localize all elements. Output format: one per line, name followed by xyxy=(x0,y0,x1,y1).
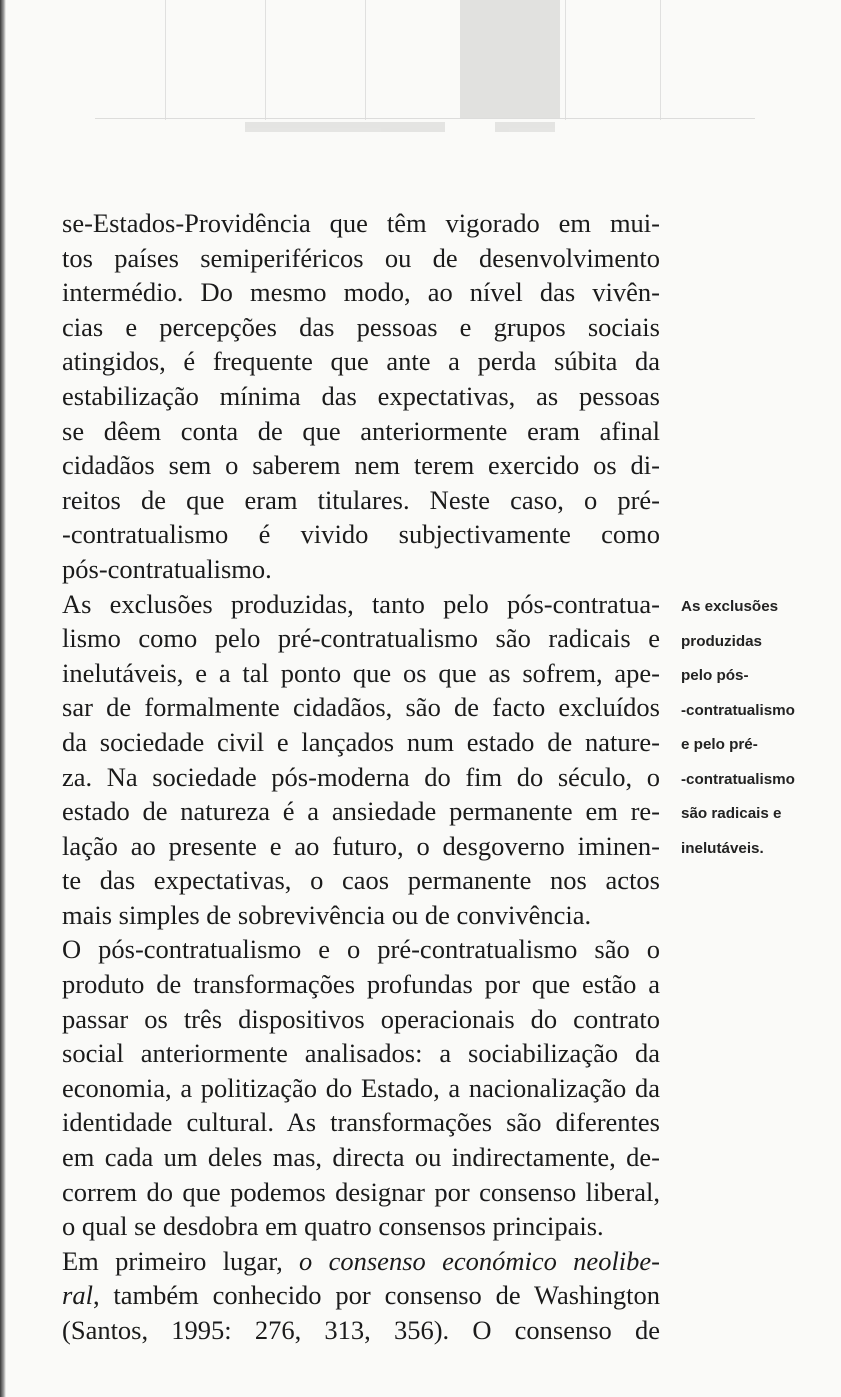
body-line: inelutáveis, e a tal ponto que os que as sofrem, ape- xyxy=(62,657,660,688)
body-line: produto de transformações profundas por que estão a xyxy=(62,969,660,1000)
body-line: (Santos, 1995: 276, 313, 356). O consenso de xyxy=(62,1315,660,1345)
body-line: estabilização mínima das expectativas, as pessoas xyxy=(62,380,660,411)
margin-note-line: são radicais e xyxy=(681,805,782,822)
margin-note-line: -contratualismo xyxy=(681,770,795,788)
body-line: correm do que podemos designar por consenso liberal, xyxy=(62,1176,660,1207)
italic-phrase: o consenso económico neolibe- xyxy=(299,1245,661,1276)
body-line: identidade cultural. As transformações são diferentes xyxy=(62,1107,660,1138)
body-line: O pós-contratualismo e o pré-contratualismo são o xyxy=(62,934,660,965)
margin-note-line: e pelo pré- xyxy=(681,736,758,753)
body-line-mixed xyxy=(62,1278,660,1313)
body-line: social anteriormente analisados: a sociabilização da xyxy=(62,1038,660,1069)
body-line-mixed xyxy=(62,1244,660,1279)
body-line: intermédio. Do mesmo modo, ao nível das vivên- xyxy=(62,277,660,308)
body-line: mais simples de sobrevivência ou de convivência. xyxy=(62,899,592,930)
body-line: estado de natureza é a ansiedade permanente em re- xyxy=(62,796,660,827)
body-line: se dêem conta de que anteriormente eram afinal xyxy=(62,415,660,446)
body-line: cias e percepções das pessoas e grupos sociais xyxy=(62,311,660,342)
margin-note-line: As exclusões xyxy=(681,598,779,615)
body-line: atingidos, é frequente que ante a perda súbita da xyxy=(62,346,660,377)
body-line: se-Estados-Providência que têm vigorado em mui- xyxy=(62,208,660,238)
body-line: -contratualismo é vivido subjectivamente como xyxy=(62,519,660,550)
body-line: lação ao presente e ao futuro, o desgoverno iminen- xyxy=(62,830,660,861)
body-line: economia, a politização do Estado, a nacionalização da xyxy=(62,1072,660,1103)
margin-note-line: pelo pós- xyxy=(681,667,749,684)
body-line: cidadãos sem o saberem nem terem exercido os di- xyxy=(62,450,660,481)
body-line: lismo como pelo pré-contratualismo são radicais e xyxy=(62,623,660,654)
body-line: tos países semiperiféricos ou de desenvolvimento xyxy=(62,242,660,273)
body-line: pós-contratualismo. xyxy=(62,553,272,584)
body-line: em cada um deles mas, directa ou indirectamente, de- xyxy=(62,1142,660,1173)
body-line: As exclusões produzidas, tanto pelo pós-contratua- xyxy=(62,588,660,619)
margin-note-line: produzidas xyxy=(681,632,763,650)
italic-phrase: ral xyxy=(62,1280,93,1311)
body-line: o qual se desdobra em quatro consensos principais. xyxy=(62,1211,604,1242)
body-text xyxy=(62,206,660,1348)
margin-note-line: -contratualismo xyxy=(681,701,795,719)
body-line: da sociedade civil e lançados num estado de nature- xyxy=(62,726,660,757)
margin-pull-quote xyxy=(681,590,841,866)
body-line: za. Na sociedade pós-moderna do fim do século, o xyxy=(62,761,660,792)
body-line: passar os três dispositivos operacionais do contrato xyxy=(62,1003,660,1034)
show-through-table xyxy=(95,0,755,140)
page-binding-edge xyxy=(0,0,6,1397)
body-line: te das expectativas, o caos permanente nos actos xyxy=(62,865,660,896)
body-line-part: Em primeiro lugar, xyxy=(62,1245,300,1276)
body-line: sar de formalmente cidadãos, são de facto excluídos xyxy=(62,692,660,723)
margin-note-line: inelutáveis. xyxy=(681,839,764,857)
body-line-part: , também conhecido por consenso de Washington xyxy=(92,1280,660,1311)
body-line: reitos de que eram titulares. Neste caso, o pré- xyxy=(62,484,660,515)
